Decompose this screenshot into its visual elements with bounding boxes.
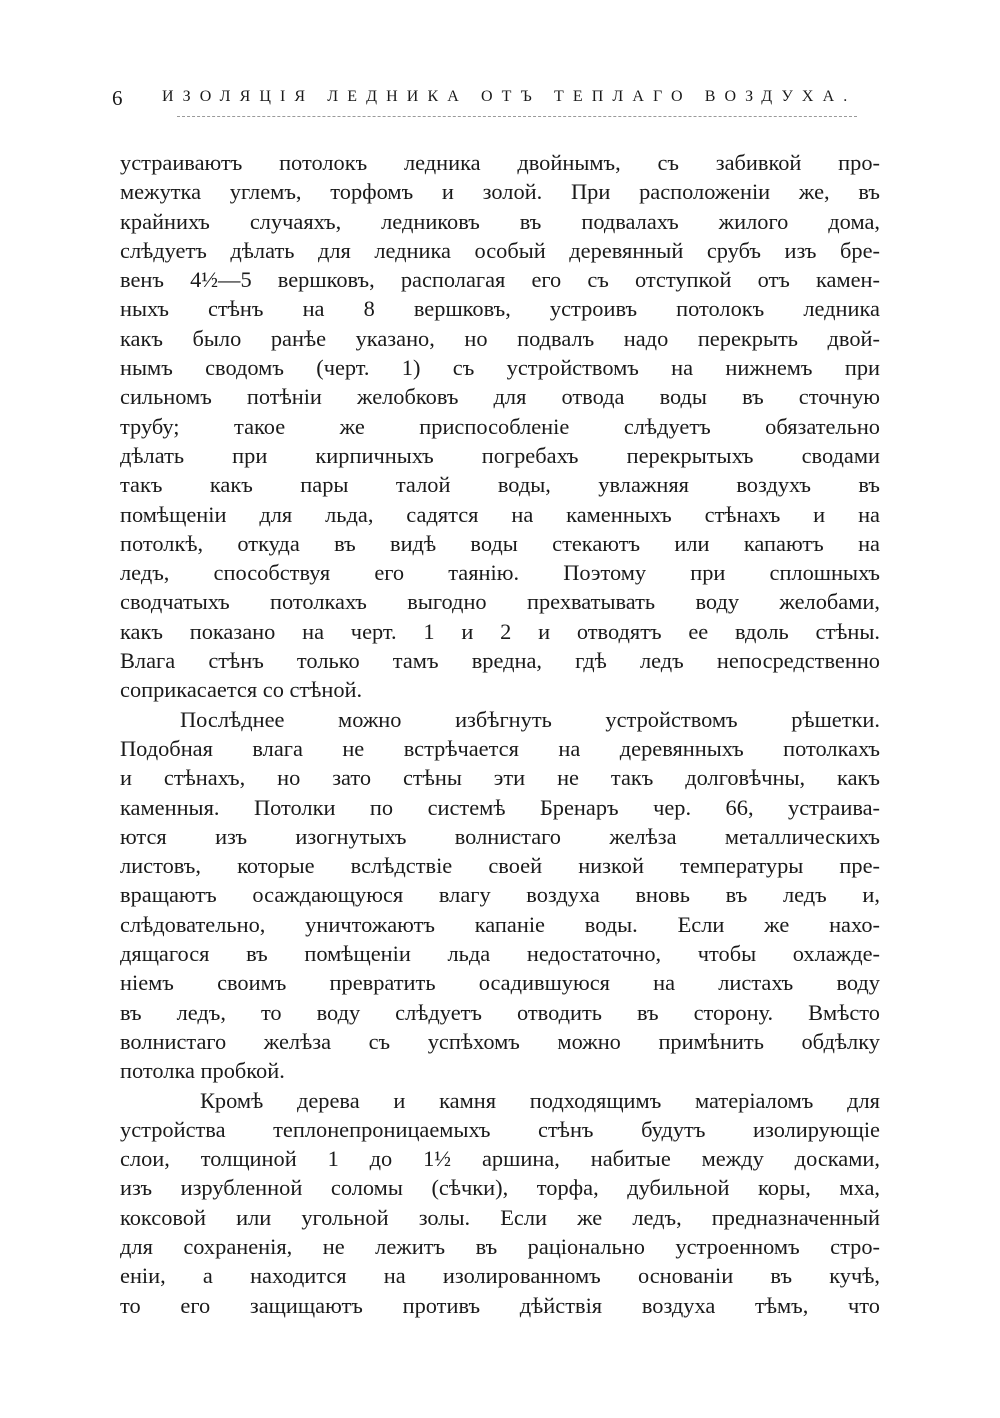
text-line: еніи, а находится на изолированномъ основаніи въ кучѣ, [120, 1263, 880, 1289]
text-line: Подобная влага не встрѣчается на деревянныхъ потолкахъ [120, 735, 880, 761]
body-text [120, 148, 880, 1320]
page-header [112, 86, 872, 116]
text-line: сводчатыхъ потолкахъ выгодно прехватывать воду желобами, [120, 589, 880, 615]
text-line: то его защищаютъ противъ дѣйствія воздуха тѣмъ, что [120, 1292, 880, 1318]
text-line: межутка углемъ, торфомъ и золой. При расположеніи же, въ [120, 179, 880, 205]
paragraph-3 [120, 1086, 880, 1320]
text-line: какъ показано на черт. 1 и 2 и отводятъ ее вдоль стѣны. [120, 618, 880, 644]
text-line: слѣдуетъ дѣлать для ледника особый деревянный срубъ изъ бре- [120, 237, 880, 263]
text-line: венъ 4½—5 вершковъ, располагая его съ отступкой отъ камен- [120, 267, 880, 293]
text-line: Послѣднее можно избѣгнуть устройствомъ рѣшетки. [180, 706, 880, 732]
text-line: слои, толщиной 1 до 1½ аршина, набитые между досками, [120, 1146, 880, 1172]
text-line: листовъ, которые вслѣдствіе своей низкой температуры пре- [120, 853, 880, 879]
page-number: 6 [112, 86, 123, 110]
text-line: соприкасается со стѣной. [120, 677, 363, 703]
text-line: и стѣнахъ, но зато стѣны эти не такъ долговѣчны, какъ [120, 765, 880, 791]
text-line: дѣлать при кирпичныхъ погребахъ перекрытыхъ сводами [120, 442, 880, 468]
text-line: какъ было ранѣе указано, но подвалъ надо перекрыть двой- [120, 325, 880, 351]
text-line: ются изъ изогнутыхъ волнистаго желѣза металлическихъ [120, 823, 880, 849]
text-line: ледъ, способствуя его таянію. Поэтому при сплошныхъ [120, 560, 880, 586]
text-line: помѣщеніи для льда, садятся на каменныхъ стѣнахъ и на [120, 501, 880, 527]
paragraph-2 [120, 705, 880, 1086]
text-line: каменныя. Потолки по системѣ Бренаръ чер. 66, устраива- [120, 794, 880, 820]
text-line: устройства теплонепроницаемыхъ стѣнъ будутъ изолирующіе [120, 1116, 880, 1142]
text-line: крайнихъ случаяхъ, ледниковъ въ подвалахъ жилого дома, [120, 208, 880, 234]
text-line: Кромѣ дерева и камня подходящимъ матеріаломъ для [200, 1087, 880, 1113]
text-line: въ ледъ, то воду слѣдуетъ отводить въ сторону. Вмѣсто [120, 999, 880, 1025]
text-line: нымъ сводомъ (черт. 1) съ устройствомъ на нижнемъ при [120, 355, 880, 381]
running-title: ИЗОЛЯЦІЯ ЛЕДНИКА ОТЪ ТЕПЛАГО ВОЗДУХА. [162, 88, 857, 105]
text-line: дящагося въ помѣщеніи льда недостаточно, чтобы охлажде- [120, 941, 880, 967]
text-line: потолка пробкой. [120, 1058, 285, 1084]
header-rule [177, 116, 857, 117]
text-line: ніемъ своимъ превратить осадившуюся на листахъ воду [120, 970, 880, 996]
text-line: слѣдовательно, уничтожаютъ капаніе воды. Если же нахо- [120, 911, 880, 937]
text-line: Влага стѣнъ только тамъ вредна, гдѣ ледъ непосредственно [120, 648, 880, 674]
text-line: ныхъ стѣнъ на 8 вершковъ, устроивъ потолокъ ледника [120, 296, 880, 322]
text-line: коксовой или угольной золы. Если же ледъ, предназначенный [120, 1204, 880, 1230]
text-line: для сохраненія, не лежитъ въ раціонально устроенномъ стро- [120, 1233, 880, 1259]
text-line: такъ какъ пары талой воды, увлажняя воздухъ въ [120, 472, 880, 498]
text-line: устраиваютъ потолокъ ледника двойнымъ, съ забивкой про- [120, 150, 880, 175]
paragraph-1 [120, 148, 880, 705]
text-line: потолкѣ, откуда въ видѣ воды стекаютъ или капаютъ на [120, 530, 880, 556]
text-line: вращаютъ осаждающуюся влагу воздуха вновь въ ледъ и, [120, 882, 880, 908]
text-line: сильномъ потѣніи желобковъ для отвода воды въ сточную [120, 384, 880, 410]
text-line: волнистаго желѣза съ успѣхомъ можно примѣнить обдѣлку [120, 1028, 880, 1054]
text-line: трубу; такое же приспособленіе слѣдуетъ обязательно [120, 413, 880, 439]
text-line: изъ изрубленной соломы (сѣчки), торфа, дубильной коры, мха, [120, 1175, 880, 1201]
